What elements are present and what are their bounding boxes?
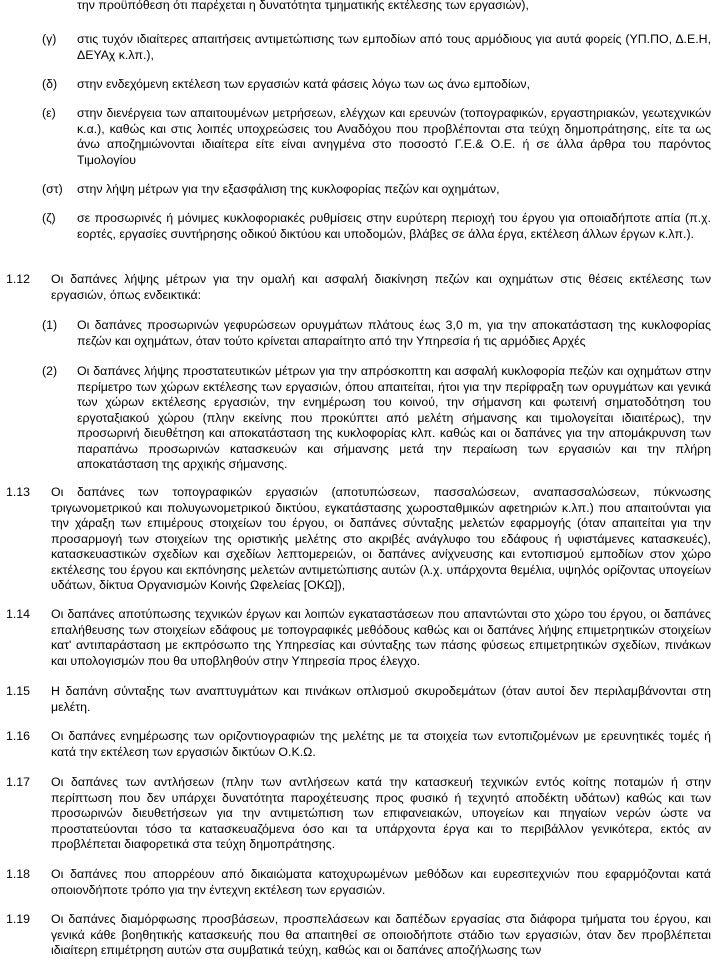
item-number: 1.13: [6, 485, 31, 499]
subitem-label: (στ): [42, 182, 63, 196]
item-text: Οι δαπάνες λήψης μέτρων για την ομαλή και ασφαλή διακίνηση πεζών και οχημάτων στις θέσεις εκτέλεσης των εργασιών, όπως ενδεικτικά:: [51, 272, 711, 302]
item-text: Οι δαπάνες των αντλήσεων (πλην των αντλήσεων κατά την κατασκευή τεχνικών εντός κοίτης ποταμών ή στην περίπτωση που δεν υπάρχει δυνατότητα παροχέτευσης προς φυσικό ή τεχνητό αποδέκτη υδάτων) καθώς και των προσωρινών διευθετήσεων για την αντιμετώπιση των επιφανειακών, υπογείων και πηγαίων νερών ώστε να προστατεύονται τόσο τα κατασκευαζόμενα όσο και τα υπάρχοντα έργα και το περιβάλλον γενικότερα, εκτός αν προβλέπεται διαφορετικά στα τεύχη δημοπράτησης.: [51, 775, 711, 851]
subitem-text: Οι δαπάνες προσωρινών γεφυρώσεων ορυγμάτων πλάτους έως 3,0 m, για την αποκατάσταση της κυκλοφορίας πεζών και οχημάτων, όταν τούτο κρίνεται απαραίτητο από την Υπηρεσία ή τις αρμόδιες Αρχές: [77, 318, 711, 348]
subitem-text: στις τυχόν ιδιαίτερες απαιτήσεις αντιμετώπισης των εμποδίων από τους αρμόδιους για αυτά φορείς (ΥΠ.ΠΟ, Δ.Ε.Η, ΔΕΥΑχ κ.λπ.),: [77, 32, 711, 62]
item-text: Οι δαπάνες ενημέρωσης των οριζοντιογραφιών της μελέτης με τα στοιχεία των εντοπιζομένων με ερευνητικές τομές ή κατά την εκτέλεση των εργασιών δικτύων Ο.Κ.Ω.: [51, 729, 711, 759]
subitem-text: στην ενδεχόμενη εκτέλεση των εργασιών κατά φάσεις λόγω των ως άνω εμποδίων,: [77, 77, 531, 91]
subitem-text: σε προσωρινές ή μόνιμες κυκλοφοριακές ρυθμίσεις στην ευρύτερη περιοχή του έργου για οποιαδήποτε απία (π.χ. εορτές, εργασίες συντήρησης οδικού δικτύου και υποδομών, βλάβες σε άλλα έργα, εκτέλεση άλλων έργων κ.λπ.).: [77, 211, 711, 241]
item-number: 1.17: [6, 775, 31, 789]
subitem-label: (2): [42, 364, 58, 378]
item-text: Οι δαπάνες αποτύπωσης τεχνικών έργων και λοιπών εγκαταστάσεων που απαντώνται στο χώρο του έργου, οι δαπάνες επαλήθευσης των στοιχείων εδάφους με τοπογραφικές μεθόδους καθώς και οι δαπάνες λήψης επιμετρητικών στοιχείων κατ' αντιπαράσταση με εκπρόσωπο της Υπηρεσίας και σύνταξης των πάσης φύσεως επιμετρητικών σχεδίων, πινάκων και υπολογισμών που θα υποβληθούν στην Υπηρεσία προς έλεγχο.: [51, 607, 711, 668]
subitem-z: [42, 211, 711, 242]
subitem-e: [42, 106, 711, 168]
item-1-12: [6, 272, 711, 303]
subitem-2: [42, 364, 711, 473]
item-number: 1.12: [6, 272, 31, 286]
item-number: 1.15: [6, 684, 31, 698]
item-1-16: [6, 729, 711, 760]
item-1-18: [6, 867, 711, 898]
subitem-g: [42, 32, 711, 63]
subitem-text: Οι δαπάνες λήψης προστατευτικών μέτρων για την απρόσκοπτη και ασφαλή κυκλοφορία πεζών και οχημάτων στην περίμετρο των χώρων εκτέλεσης των εργασιών, όπου απαιτείται, ήτοι για την περίφραξη των ορυγμάτων και γενικά των χώρων εκτέλεσης εργασιών, την ενημέρωση του κοινού, την σήμανση και φωτεινή σηματοδότηση του εργοταξιακού χώρου (πλην εκείνης που προκύπτει από μελέτη σήμανσης και τιμολογείται ιδιαιτέρως), την προσωρινή διευθέτηση και αποκατάσταση της κυκλοφορίας κλπ. καθώς και οι δαπάνες για την απομάκρυνση των παραπάνω προσωρινών κατασκευών και σήμανσης μετά την περαίωση των εργασιών και την πλήρη αποκατάσταση της αρχικής σήμανσης.: [77, 364, 711, 471]
item-1-13: [6, 485, 711, 594]
subitem-st: [42, 182, 711, 198]
subitem-d: [42, 77, 711, 93]
item-number: 1.14: [6, 607, 31, 621]
item-number: 1.19: [6, 912, 31, 926]
item-1-17: [6, 775, 711, 853]
item-text: Οι δαπάνες των τοπογραφικών εργασιών (αποτυπώσεων, πασσαλώσεων, αναπασσαλώσεων, πύκνωσης τριγωνομετρικού και πολυγωνομετρικού δικτύου, εγκατάστασης χωροσταθμικών αφετηριών κ.λπ.) που απαιτούνται για την χάραξη των επιμέρους στοιχείων του έργου, οι δαπάνες σύνταξης μελετών εφαρμογής (όταν απαιτείται για την προσαρμογή των στοιχείων της οριστικής μελέτης στο ακριβές ανάγλυφο του εδάφους ή υφιστάμενες κατασκευές), κατασκευαστικών σχεδίων και σχεδίων λεπτομερειών, οι δαπάνες ανίχνευσης και εντοπισμού εμποδίων στον χώρο εκτέλεσης του έργου και εκπόνησης μελετών αντιμετώπισης αυτών (λ.χ. υπάρχοντα θεμέλια, υψηλός ορίζοντας υπογείων υδάτων, δίκτυα Οργανισμών Κοινής Ωφελείας [ΟΚΩ]),: [51, 485, 711, 592]
subitem-label: (ε): [42, 106, 56, 120]
subitem-label: (γ): [42, 32, 57, 46]
subitem-label: (1): [42, 318, 58, 332]
item-number: 1.16: [6, 729, 31, 743]
item-text: Οι δαπάνες διαμόρφωσης προσβάσεων, προσπελάσεων και δαπέδων εργασίας στα διάφορα τμήματα του έργου, και γενικά κάθε βοηθητικής κατασκευής που θα απαιτηθεί σε οποιοδήποτε στάδιο των εργασιών, όταν δεν προβλέπεται ιδιαίτερη επιμέτρηση αυτών στα συμβατικά τεύχη, καθώς και οι δαπάνες αποζήλωσης των: [51, 912, 711, 957]
subitem-text: στην λήψη μέτρων για την εξασφάλιση της κυκλοφορίας πεζών και οχημάτων,: [77, 182, 500, 196]
subitem-1: [42, 318, 711, 349]
item-text: Οι δαπάνες που απορρέουν από δικαιώματα κατοχυρωμένων μεθόδων και ευρεσιτεχνιών που εφαρμόζονται κατά οποιονδήποτε τρόπο για την έντεχνη εκτέλεση των εργασιών.: [51, 867, 711, 897]
subitem-label: (δ): [42, 77, 58, 91]
item-1-19: [6, 912, 711, 959]
continuation-text: την προϋπόθεση ότι παρέχεται η δυνατότητα τμηματικής εκτέλεσης των εργασιών),: [77, 0, 529, 12]
subitem-label: (ζ): [42, 211, 56, 225]
item-1-15: [6, 684, 711, 715]
item-number: 1.18: [6, 867, 31, 881]
item-1-14: [6, 607, 711, 669]
item-text: Η δαπάνη σύνταξης των αναπτυγμάτων και πινάκων οπλισμού σκυροδεμάτων (όταν αυτοί δεν περιλαμβάνονται στη μελέτη.: [51, 684, 711, 714]
subitem-text: στην διενέργεια των απαιτουμένων μετρήσεων, ελέγχων και ερευνών (τοπογραφικών, εργαστηριακών, γεωτεχνικών κ.α.), καθώς και στις λοιπές υποχρεώσεις του Αναδόχου που προβλέπονται στα τεύχη δημοπράτησης, είτε τα ως άνω αποζημιώνονται ιδιαίτερα είτε είναι ανηγμένα στο ποσοστό Γ.Ε.& Ο.Ε. ή σε άλλα άρθρα του παρόντος Τιμολογίου: [77, 106, 711, 167]
